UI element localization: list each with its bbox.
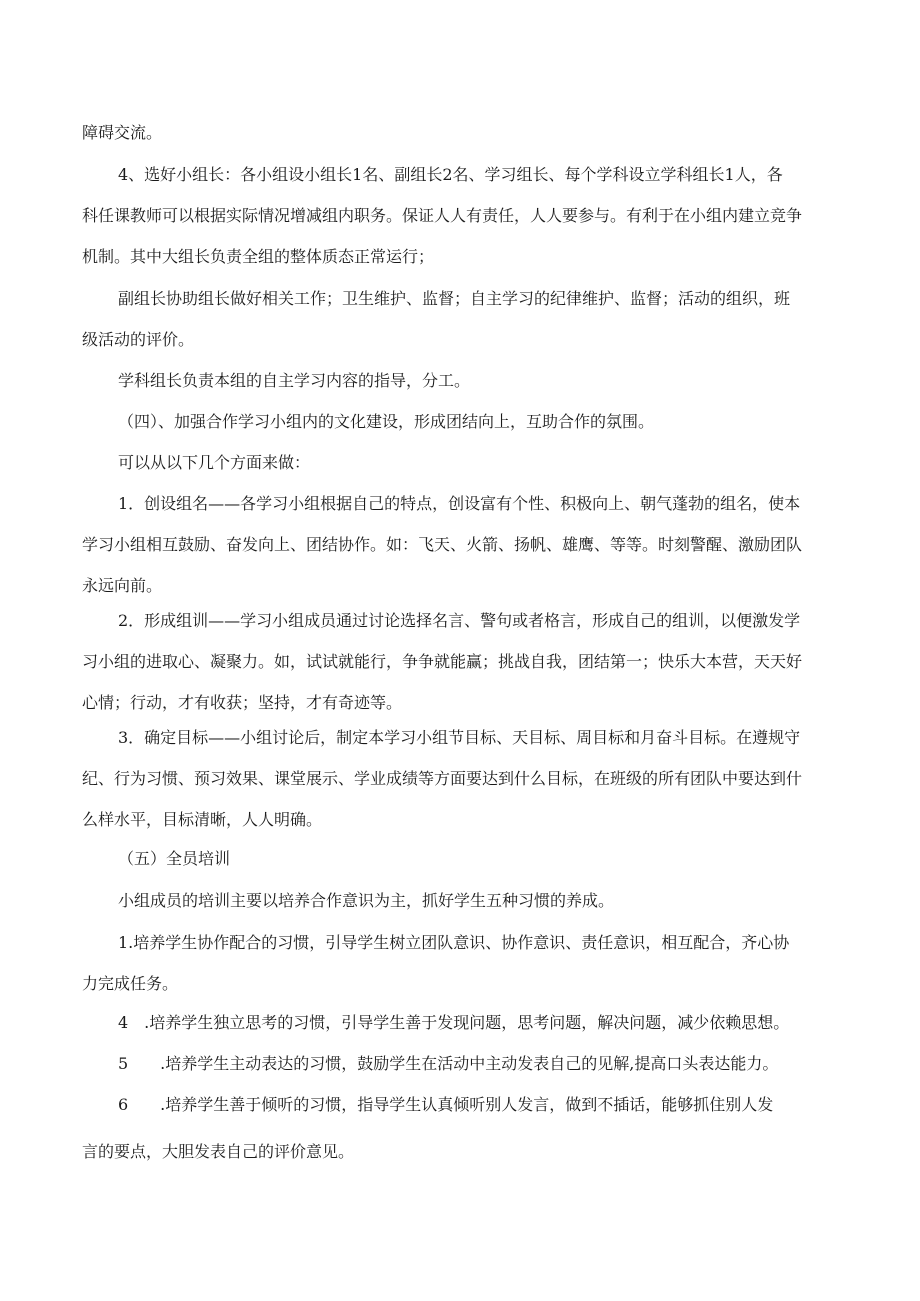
- paragraph-2: [82, 154, 842, 277]
- paragraph-11: [82, 880, 842, 921]
- paragraph-12: [82, 922, 842, 1004]
- paragraph-4: [82, 360, 842, 401]
- text-line: 习小组的进取心、凝聚力。如，试试就能行，争争就能赢；挑战自我，团结第一；快乐大本营，天天好: [82, 652, 803, 671]
- text-line: 4 .培养学生独立思考的习惯，引导学生善于发现问题，思考问题，解决问题，减少依赖思想。: [118, 1013, 790, 1032]
- text-line: 3．确定目标——小组讨论后，制定本学习小组节目标、天目标、周目标和月奋斗目标。在遵规守: [118, 728, 801, 747]
- paragraph-9: [82, 717, 842, 840]
- text-line: 6 .培养学生善于倾听的习惯，指导学生认真倾听别人发言，做到不插话，能够抓住别人发: [118, 1095, 774, 1114]
- text-line: 机制。其中大组长负责全组的整体质态正常运行；: [82, 247, 435, 266]
- text-line: 可以从以下几个方面来做：: [118, 453, 311, 472]
- text-line: 小组成员的培训主要以培养合作意识为主，抓好学生五种习惯的养成。: [118, 891, 615, 910]
- paragraph-8: [82, 600, 842, 723]
- paragraph-15: [82, 1084, 842, 1172]
- text-line: 科任课教师可以根据实际情况增减组内职务。保证人人有责任，人人要参与。有利于在小组内建立竞争: [82, 206, 803, 225]
- text-line: 障碍交流。: [82, 123, 163, 142]
- paragraph-5: [82, 401, 842, 442]
- section-heading: （五）全员培训: [118, 849, 231, 868]
- paragraph-7: [82, 483, 842, 606]
- text-line: 言的要点，大胆发表自己的评价意见。: [82, 1142, 355, 1161]
- paragraph-3: [82, 278, 842, 360]
- paragraph-14: [82, 1043, 842, 1084]
- text-line: 心情；行动，才有收获；坚持，才有奇迹等。: [82, 693, 403, 712]
- paragraph-10: [82, 838, 842, 879]
- text-line: 永远向前。: [82, 576, 163, 595]
- text-line: 学习小组相互鼓励、奋发向上、团结协作。如：飞天、火箭、扬帆、雄鹰、等等。时刻警醒、激励团队: [82, 535, 803, 554]
- paragraph-1: [82, 112, 842, 153]
- text-line: 级活动的评价。: [82, 330, 195, 349]
- text-line: 学科组长负责本组的自主学习内容的指导，分工。: [118, 371, 471, 390]
- text-line: 副组长协助组长做好相关工作；卫生维护、监督；自主学习的纪律维护、监督；活动的组织，班: [118, 289, 791, 308]
- text-line: 1．创设组名——各学习小组根据自己的特点，创设富有个性、积极向上、朝气蓬勃的组名，使本: [118, 494, 801, 513]
- text-line: 4、选好小组长：各小组设小组长1名、副组长2名、学习组长、每个学科设立学科组长1人，各: [118, 165, 783, 184]
- paragraph-6: [82, 442, 842, 483]
- text-line: 纪、行为习惯、预习效果、课堂展示、学业成绩等方面要达到什么目标，在班级的所有团队中要达到什: [82, 769, 803, 788]
- section-heading: （四）、加强合作学习小组内的文化建设，形成团结向上，互助合作的氛围。: [118, 412, 655, 431]
- text-line: 5 .培养学生主动表达的习惯，鼓励学生在活动中主动发表自己的见解,提高口头表达能力。: [118, 1054, 779, 1073]
- text-line: 么样水平，目标清晰，人人明确。: [82, 810, 323, 829]
- text-line: 2．形成组训——学习小组成员通过讨论选择名言、警句或者格言，形成自己的组训，以便激发学: [118, 611, 801, 630]
- text-line: 1.培养学生协作配合的习惯，引导学生树立团队意识、协作意识、责任意识，相互配合，齐心协: [118, 933, 790, 952]
- paragraph-13: [82, 1002, 842, 1043]
- text-line: 力完成任务。: [82, 974, 179, 993]
